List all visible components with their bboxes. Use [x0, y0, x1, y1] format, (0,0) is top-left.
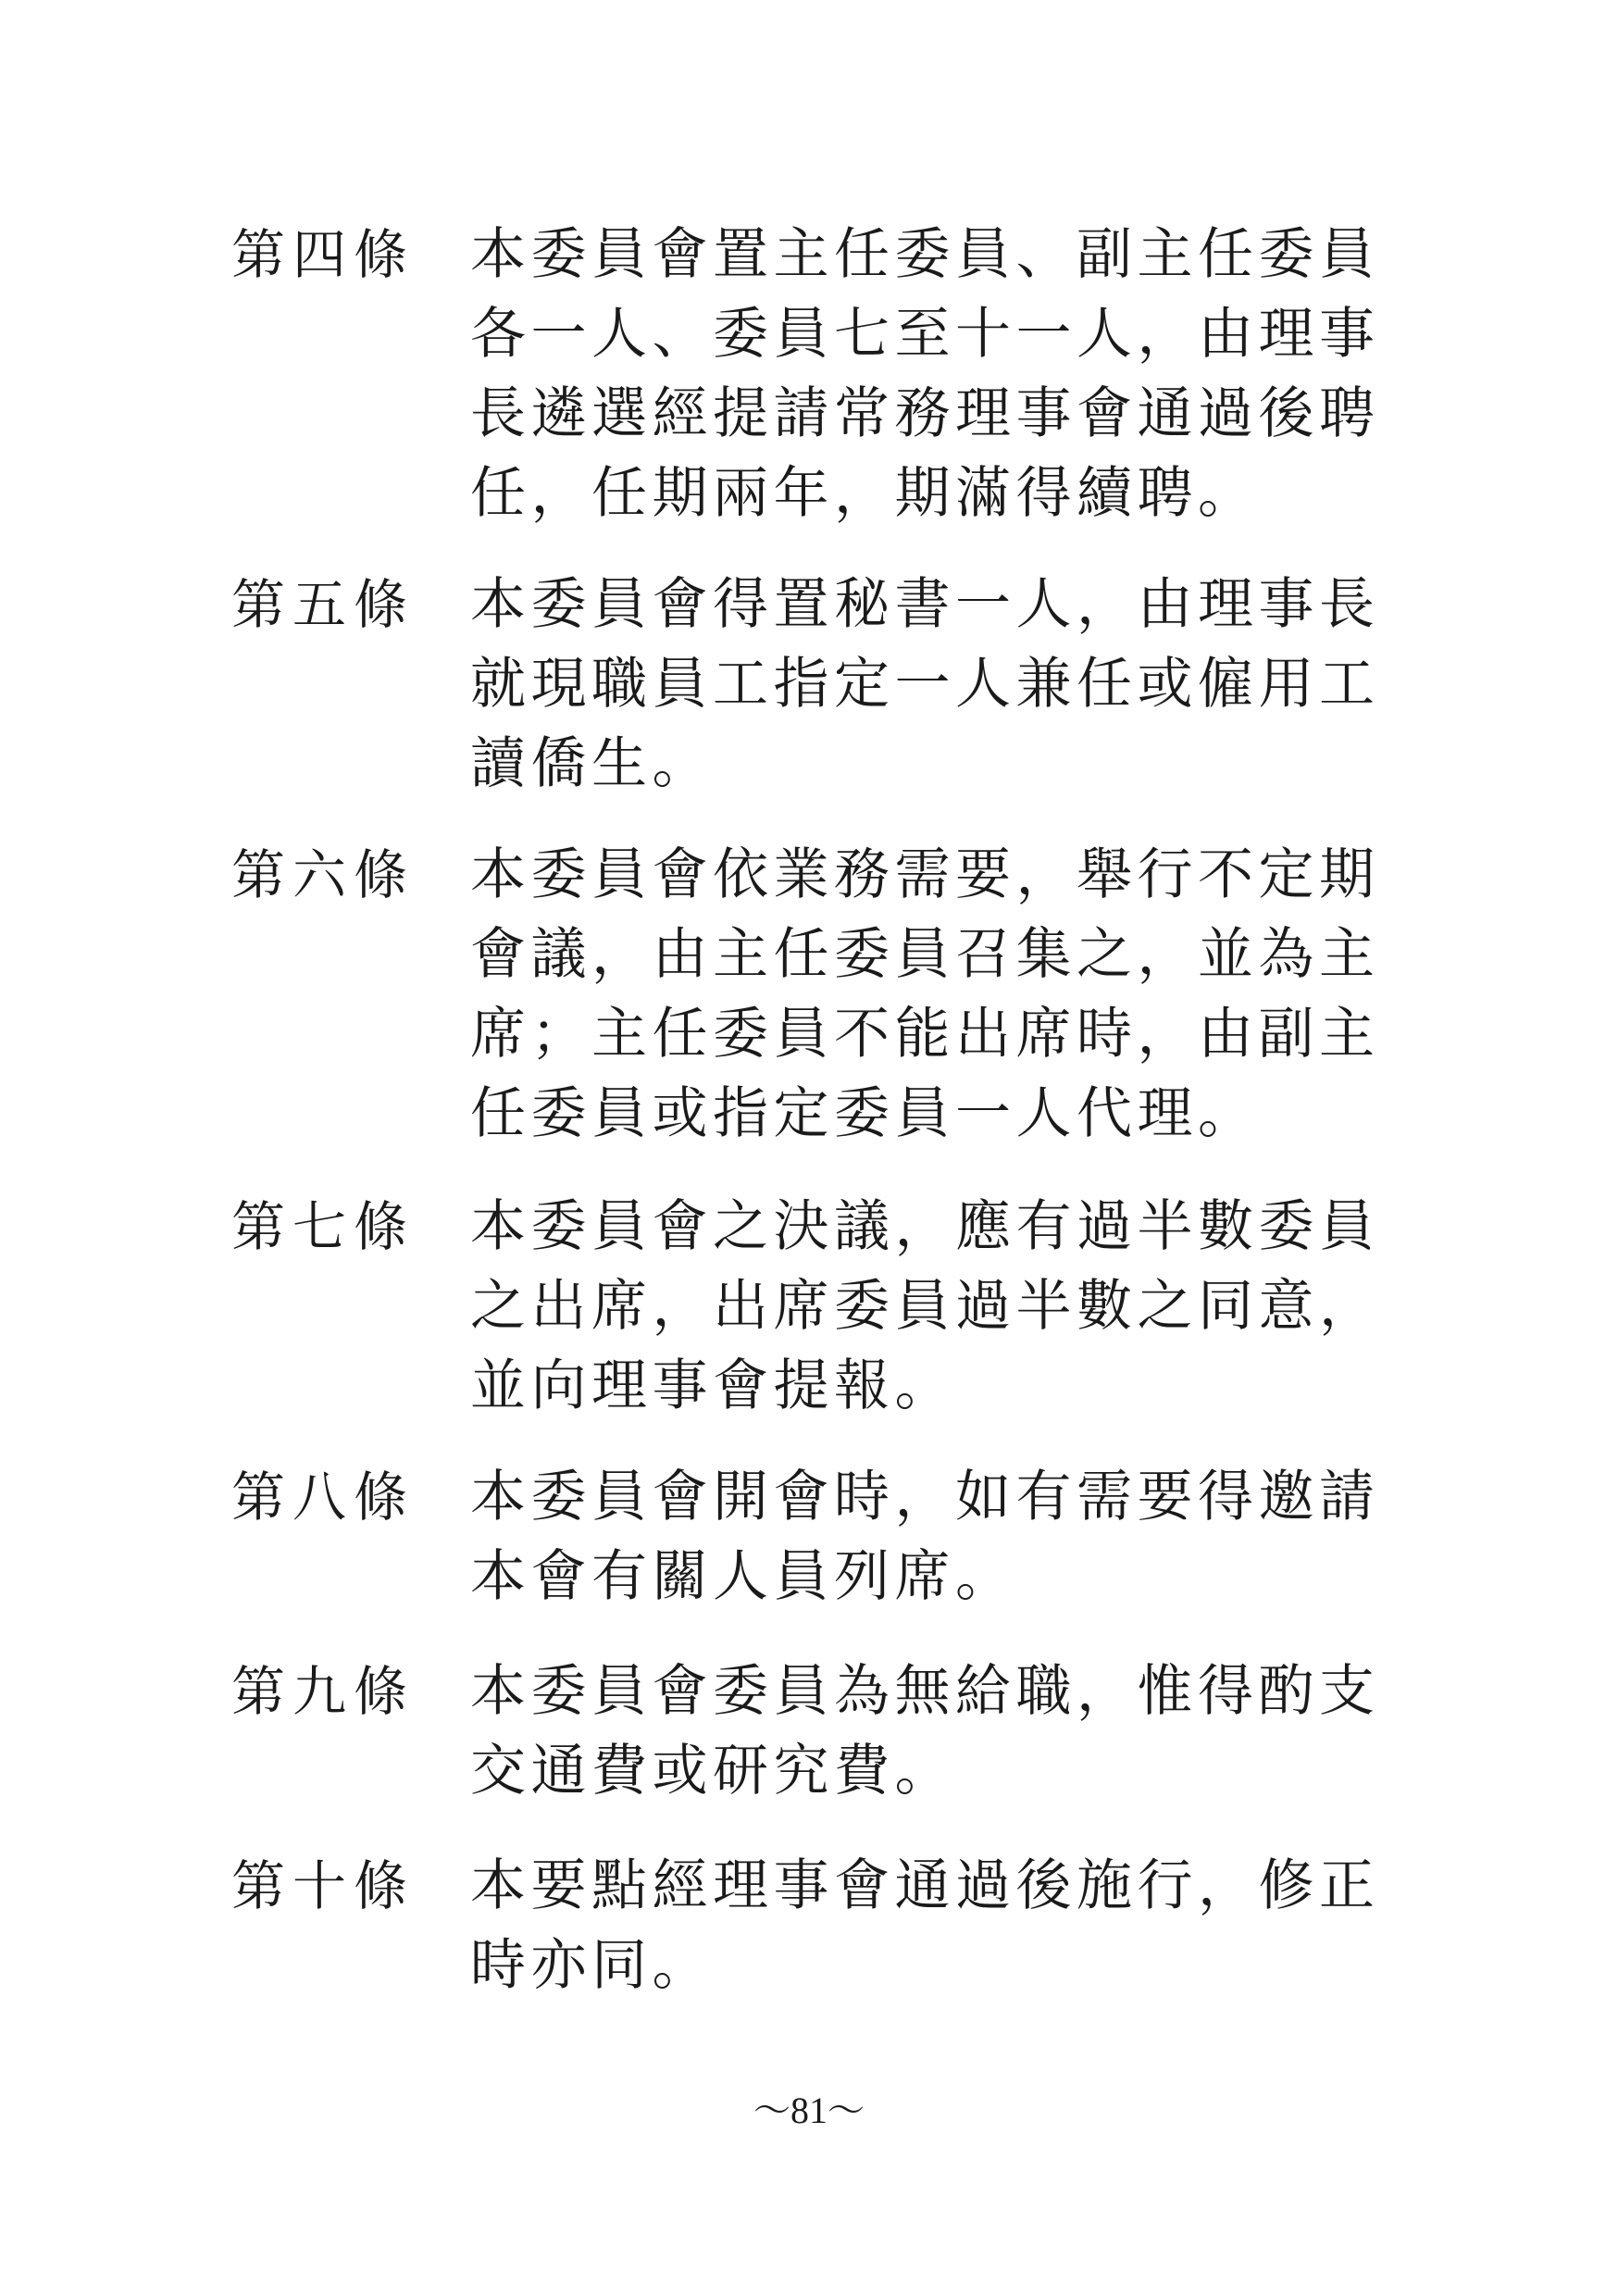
- article-line: 本會有關人員列席。: [470, 1544, 1016, 1609]
- article-line: 本委員會置主任委員、副主任委員: [470, 222, 1380, 287]
- article-label: 第六條: [231, 843, 416, 906]
- article-label: 第九條: [231, 1660, 416, 1723]
- article-label: 第四條: [231, 223, 416, 286]
- article-line: 本委員會依業務需要，舉行不定期: [470, 842, 1380, 907]
- article-text: [470, 1652, 1396, 1811]
- article-line: 席；主任委員不能出席時，由副主: [470, 1002, 1380, 1067]
- article-line: 本委員會得置秘書一人，由理事長: [470, 572, 1380, 637]
- article-text: [470, 1457, 1396, 1616]
- article-line: 並向理事會提報。: [470, 1354, 955, 1418]
- article-line: 任委員或指定委員一人代理。: [470, 1081, 1259, 1146]
- article-line: 交通費或研究費。: [470, 1739, 955, 1803]
- article-label: 第十條: [231, 1854, 416, 1917]
- article-text: [470, 1187, 1396, 1426]
- article-line: 本委員會之決議，應有過半數委員: [470, 1194, 1380, 1259]
- article-line: 長遴選經提請常務理事會通過後聘: [470, 381, 1380, 446]
- article-line: 本委員會委員為無給職，惟得酌支: [470, 1659, 1380, 1724]
- article-line: 任，任期兩年，期滿得續聘。: [470, 461, 1259, 526]
- article-line: 本要點經理事會通過後施行，修正: [470, 1853, 1380, 1918]
- article-line: 就現職員工指定一人兼任或僱用工: [470, 652, 1380, 717]
- article-line: 之出席，出席委員過半數之同意，: [470, 1274, 1380, 1339]
- article-label: 第五條: [231, 573, 416, 636]
- article-line: 各一人、委員七至十一人，由理事: [470, 302, 1380, 367]
- article-text: [470, 835, 1396, 1154]
- article-text: [470, 1846, 1396, 2005]
- article-line: 本委員會開會時，如有需要得邀請: [470, 1465, 1380, 1529]
- article-text: [470, 565, 1396, 804]
- article-label: 第七條: [231, 1195, 416, 1258]
- article-label: 第八條: [231, 1466, 416, 1529]
- page-number: ～81～: [753, 2090, 865, 2131]
- article-line: 會議，由主任委員召集之，並為主: [470, 922, 1380, 987]
- article-text: [470, 215, 1396, 533]
- article-line: 讀僑生。: [470, 731, 713, 796]
- article-line: 時亦同。: [470, 1933, 713, 1998]
